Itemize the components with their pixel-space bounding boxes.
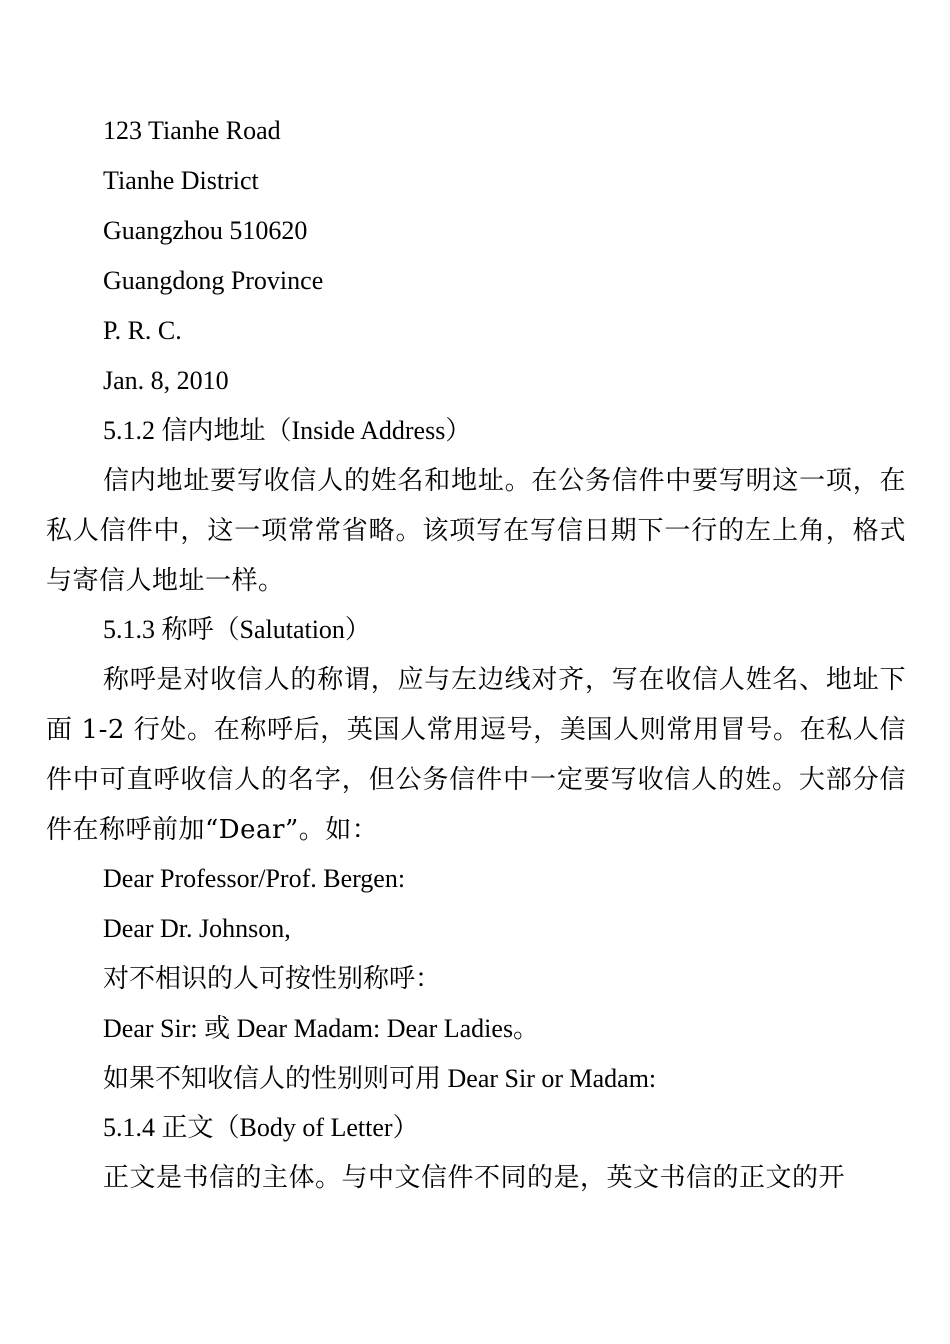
section-heading-salutation: 5.1.3 称呼（Salutation） [103,615,371,644]
address-line-street: 123 Tianhe Road [103,116,281,145]
section-heading-body-of-letter: 5.1.4 正文（Body of Letter） [103,1113,419,1142]
salutation-example-professor: Dear Professor/Prof. Bergen: [103,864,406,893]
salutation-note-gender: 对不相识的人可按性别称呼： [103,964,442,993]
paragraph-inside-address: 信内地址要写收信人的姓名和地址。在公务信件中要写明这一项，在私人信件中，这一项常常省略。该项写在写信日期下一行的左上角，格式与寄信人地址一样。 [46,466,906,596]
letter-date: Jan. 8, 2010 [103,366,229,395]
address-line-province: Guangdong Province [103,266,324,295]
address-line-district: Tianhe District [103,166,259,195]
address-line-city: Guangzhou 510620 [103,216,308,245]
salutation-note-unknown-gender: 如果不知收信人的性别则可用 Dear Sir or Madam: [103,1064,657,1093]
section-heading-inside-address: 5.1.2 信内地址（Inside Address） [103,416,472,445]
address-line-country: P. R. C. [103,316,182,345]
salutation-example-doctor: Dear Dr. Johnson, [103,914,291,943]
paragraph-salutation: 称呼是对收信人的称谓，应与左边线对齐，写在收信人姓名、地址下面 1-2 行处。在称呼后，英国人常用逗号，美国人则常用冒号。在私人信件中可直呼收信人的名字，但公务信件中一定要写收信人的姓。大部分信件在称呼前加“Dear”。如： [46,665,906,845]
salutation-example-sir-madam: Dear Sir: 或 Dear Madam: Dear Ladies。 [103,1014,540,1043]
paragraph-body-of-letter: 正文是书信的主体。与中文信件不同的是，英文书信的正文的开 [103,1163,846,1193]
